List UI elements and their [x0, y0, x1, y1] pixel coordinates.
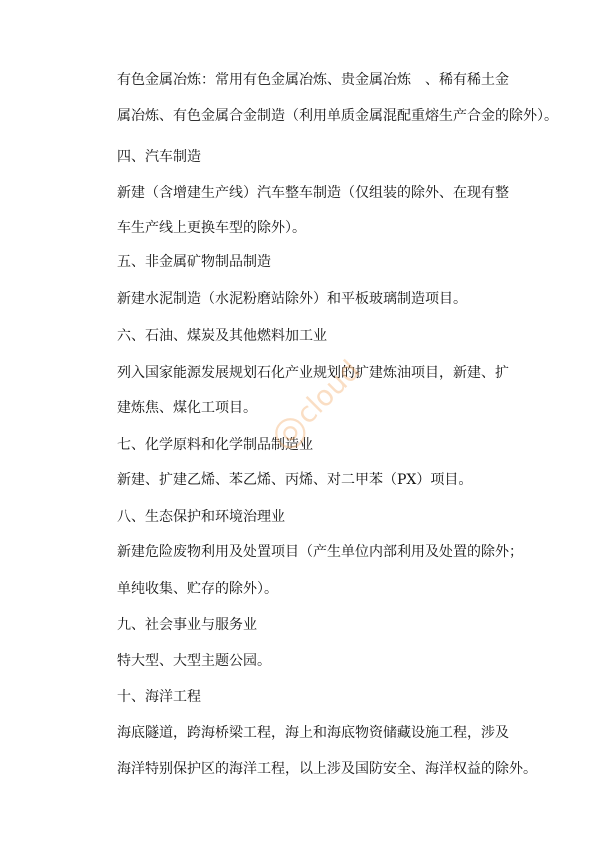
- section-heading-9: 九、社会事业与服务业: [117, 617, 257, 633]
- watermark-logo-text: cloud: [289, 353, 367, 431]
- section-heading-6: 六、石油、煤炭及其他燃料加工业: [117, 328, 327, 344]
- paragraph-line-3: 新建（含增建生产线）汽车整车制造（仅组装的除外、在现有整: [117, 185, 509, 201]
- paragraph-line-5: 新建水泥制造（水泥粉磨站除外）和平板玻璃制造项目。: [117, 291, 467, 307]
- paragraph-line-7: 建炼焦、煤化工项目。: [117, 400, 257, 416]
- section-heading-10: 十、海洋工程: [117, 689, 201, 705]
- paragraph-line-8: 新建、扩建乙烯、苯乙烯、丙烯、对二甲苯（PX）项目。: [117, 472, 473, 488]
- paragraph-line-12: 海底隧道，跨海桥梁工程，海上和海底物资储藏设施工程，涉及: [117, 725, 509, 741]
- watermark-logo: [242, 327, 398, 483]
- paragraph-line-6: 列入国家能源发展规划石化产业规划的扩建炼油项目，新建、扩: [117, 365, 509, 381]
- paragraph-line-13: 海洋特别保护区的海洋工程，以上涉及国防安全、海洋权益的除外。: [117, 761, 537, 777]
- paragraph-line-9: 新建危险废物利用及处置项目（产生单位内部利用及处置的除外；: [117, 544, 523, 560]
- section-heading-5: 五、非金属矿物制品制造: [117, 254, 271, 270]
- paragraph-line-1: 有色金属冶炼：常用有色金属冶炼、贵金属冶炼 、稀有稀土金: [117, 72, 509, 88]
- paragraph-line-11: 特大型、大型主题公园。: [117, 653, 271, 669]
- paragraph-line-2: 属冶炼、有色金属合金制造（利用单质金属混配重熔生产合金的除外）。: [117, 108, 558, 124]
- section-heading-8: 八、生态保护和环境治理业: [117, 509, 285, 525]
- paragraph-line-4: 车生产线上更换车型的除外）。: [117, 220, 306, 236]
- paragraph-line-10: 单纯收集、贮存的除外）。: [117, 581, 278, 597]
- section-heading-4: 四、汽车制造: [117, 149, 201, 165]
- section-heading-7: 七、化学原料和化学制品制造业: [117, 437, 313, 453]
